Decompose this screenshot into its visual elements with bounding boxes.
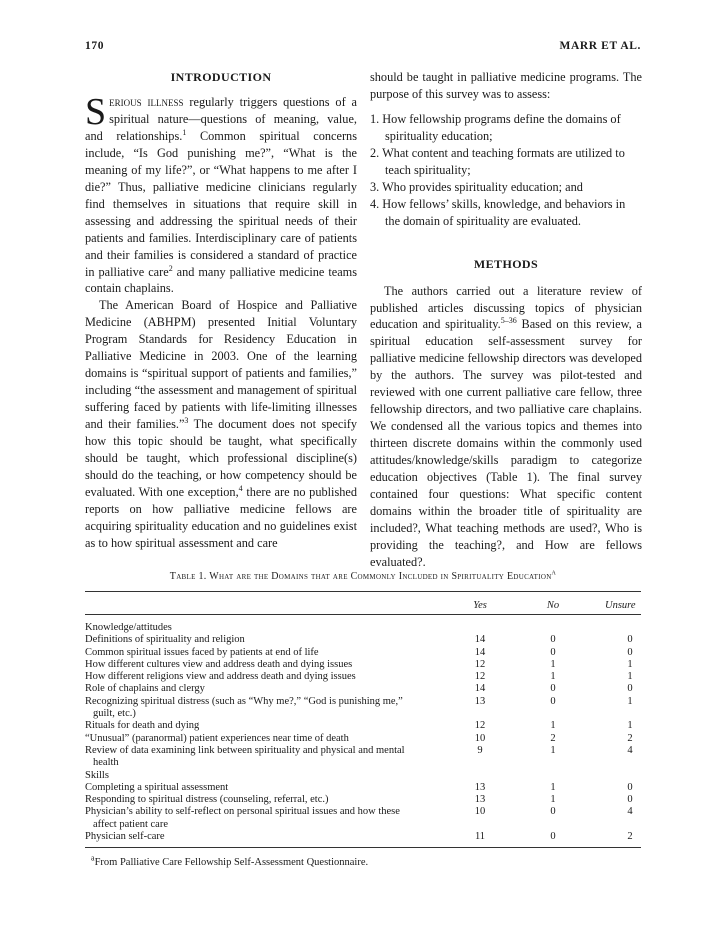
cell-unsure: 1: [627, 671, 633, 683]
cell-yes: 14: [474, 646, 486, 658]
row-label: Rituals for death and dying: [85, 720, 200, 732]
cell-unsure: 1: [627, 720, 633, 732]
cell-unsure: 2: [627, 831, 633, 843]
ref-3: 3: [184, 416, 189, 426]
table-row: [85, 720, 641, 732]
cell-yes: 11: [474, 831, 486, 843]
cell-yes: 13: [474, 794, 486, 806]
table-row: [85, 622, 641, 634]
table-1: [85, 567, 641, 869]
table-row: [85, 745, 641, 770]
cell-unsure: 0: [627, 781, 633, 793]
table-bottom-rule: [85, 847, 641, 848]
cell-no: 1: [550, 794, 556, 806]
cell-yes: 10: [474, 806, 486, 818]
table-row: [85, 696, 641, 721]
table-row: [85, 782, 641, 794]
cell-unsure: 0: [627, 646, 633, 658]
methods-paragraph: The authors carried out a literature review of published articles discussing topics of physician education and spirituality.$^{5-36}$ Based on this review, a spiritual education self-assessment survey for palliative medicine fellowship directors was developed by the authors. The survey was pilot-tested and reviewed with one current palliative care fellow, three fellowship directors, and two palliative care chaplains. We condensed all the various topics and themes into thirteen discrete domains within the commonly used attitudes/knowledge/skills paradigm to categorize education objectives (Table 1). The final survey contained four questions: What specific content domains within the broader title of spirituality are included?, What teaching methods are used?, Who is providing the teaching?, and How are fellows evaluated?.: [370, 283, 642, 569]
ref-4: 4: [238, 483, 243, 493]
table-row: [85, 794, 641, 806]
cell-no: 0: [550, 683, 556, 695]
cell-unsure: 1: [627, 658, 633, 670]
row-label: Definitions of spirituality and religion: [85, 634, 245, 646]
table-caption: Table 1. What are the Domains that are Commonly Included in Spirituality Education$^a$: [169, 567, 557, 582]
small-caps-lead: erious illness: [109, 95, 184, 109]
cell-unsure: 4: [627, 806, 633, 818]
running-title: MARR ET AL.: [559, 40, 641, 52]
right-column: [370, 69, 642, 571]
row-label: Recognizing spiritual distress (such as “Why me?,” “God is punishing me,” guilt, etc.): [85, 695, 403, 720]
intro-paragraph-2: The American Board of Hospice and Palliative Medicine (ABHPM) presented Initial Voluntary Program Standards for Residency Education in Palliative Medicine in 2003. One of the learning domains is “spiritual support of patients and families,” including “the assessment and management of spiritual suffering faced by patients with life-limiting illnesses and their families.”$^3$ The document does not specify how this topic should be taught, what specifically should be taught, which professional discipline(s) should do the teaching, or how competency should be evaluated. With one exception,$^4$ there are no published reports on how palliative medicine fellows are acquiring spirituality education and no guidelines exist as to how spiritual assessment and care: [85, 298, 358, 550]
purpose-item: 4. How fellows’ skills, knowledge, and behaviors in the domain of spirituality are evaluated.: [370, 196, 626, 228]
cell-no: 2: [550, 732, 556, 744]
purpose-item: 2. What content and teaching formats are utilized to teach spirituality;: [370, 145, 625, 177]
row-label: Knowledge/attitudes: [85, 622, 172, 633]
cell-unsure: 0: [627, 634, 633, 646]
intro-paragraph-1: Serious illness regularly triggers questions of a spiritual nature—questions of meaning, value, and relationships.$^1$ Common spiritual concerns include, “Is God punishing me?”, “What is the meaning of my life?”, or “What happens to me after I die?” Thus, palliative medicine clinicians regularly find themselves in situations that require skill in assessing and addressing the spiritual needs of their patients and families. Interdisciplinary care of patients and their families is considered a standard of practice in palliative care$^2$ and many palliative medicine teams contain chaplains.: [85, 91, 358, 296]
cell-yes: 13: [474, 781, 486, 793]
col-yes-header: Yes: [473, 600, 487, 611]
cell-no: 1: [550, 671, 556, 683]
row-label: Role of chaplains and clergy: [85, 683, 205, 695]
drop-cap: S: [85, 91, 107, 133]
cell-yes: 12: [474, 658, 486, 670]
table-row: [85, 671, 641, 683]
row-label: Physician self-care: [85, 831, 165, 843]
cell-unsure: 2: [627, 732, 633, 744]
row-label: Review of data examining link between spirituality and physical and mental health: [85, 744, 405, 769]
table-footnote: $^a$From Palliative Care Fellowship Self-Assessment Questionnaire.: [91, 853, 369, 869]
cell-unsure: 1: [627, 695, 633, 707]
page-number: 170: [85, 40, 105, 52]
table-row: [85, 806, 641, 831]
row-label: How different cultures view and address death and dying issues: [85, 658, 353, 670]
row-label: How different religions view and address death and dying issues: [85, 671, 356, 683]
running-header: [85, 40, 641, 56]
ref-2: 2: [168, 263, 173, 273]
cell-yes: 12: [474, 720, 486, 732]
left-column: [85, 69, 357, 552]
introduction-heading: INTRODUCTION: [170, 70, 272, 84]
ref-1: 1: [182, 127, 187, 137]
table-row: [85, 647, 641, 659]
row-label: “Unusual” (paranormal) patient experiences near time of death: [85, 732, 349, 744]
cell-no: 0: [550, 831, 556, 843]
cell-yes: 14: [474, 634, 486, 646]
ref-5-36: 5–36: [500, 316, 517, 326]
cell-unsure: 0: [627, 794, 633, 806]
cell-no: 1: [550, 781, 556, 793]
table-row: [85, 634, 641, 646]
table-row: [85, 831, 641, 843]
table-body: [85, 615, 641, 843]
cell-no: 0: [550, 806, 556, 818]
row-label: Skills: [85, 769, 109, 781]
col-no-header: No: [546, 600, 560, 611]
table-row: [85, 659, 641, 671]
purpose-list: [370, 111, 642, 230]
table-row: [85, 683, 641, 695]
col-unsure-header: Unsure: [605, 600, 636, 611]
cell-yes: 9: [477, 744, 483, 756]
table-row: [85, 733, 641, 745]
cell-yes: 12: [474, 671, 486, 683]
cell-unsure: 0: [627, 683, 633, 695]
cell-no: 1: [550, 744, 556, 756]
cell-no: 0: [550, 695, 556, 707]
row-label: Common spiritual issues faced by patients at end of life: [85, 646, 319, 658]
cell-yes: 10: [474, 732, 486, 744]
cell-no: 0: [550, 646, 556, 658]
row-label: Physician’s ability to self-reflect on personal spiritual issues and how these affect patient care: [85, 806, 400, 830]
table-header: [85, 592, 641, 614]
cell-no: 0: [550, 634, 556, 646]
cell-unsure: 4: [627, 744, 633, 756]
cell-no: 1: [550, 658, 556, 670]
methods-heading: METHODS: [473, 256, 539, 271]
row-label: Responding to spiritual distress (counseling, referral, etc.): [85, 794, 329, 806]
purpose-item: 3. Who provides spirituality education; and: [370, 179, 583, 194]
intro-continuation: should be taught in palliative medicine programs. The purpose of this survey was to assess:: [370, 70, 642, 101]
cell-no: 1: [550, 720, 556, 732]
row-label: Completing a spiritual assessment: [85, 781, 229, 793]
cell-yes: 13: [474, 695, 486, 707]
table-row: [85, 770, 641, 782]
purpose-item: 1. How fellowship programs define the domains of spirituality education;: [370, 111, 621, 143]
cell-yes: 14: [474, 683, 486, 695]
